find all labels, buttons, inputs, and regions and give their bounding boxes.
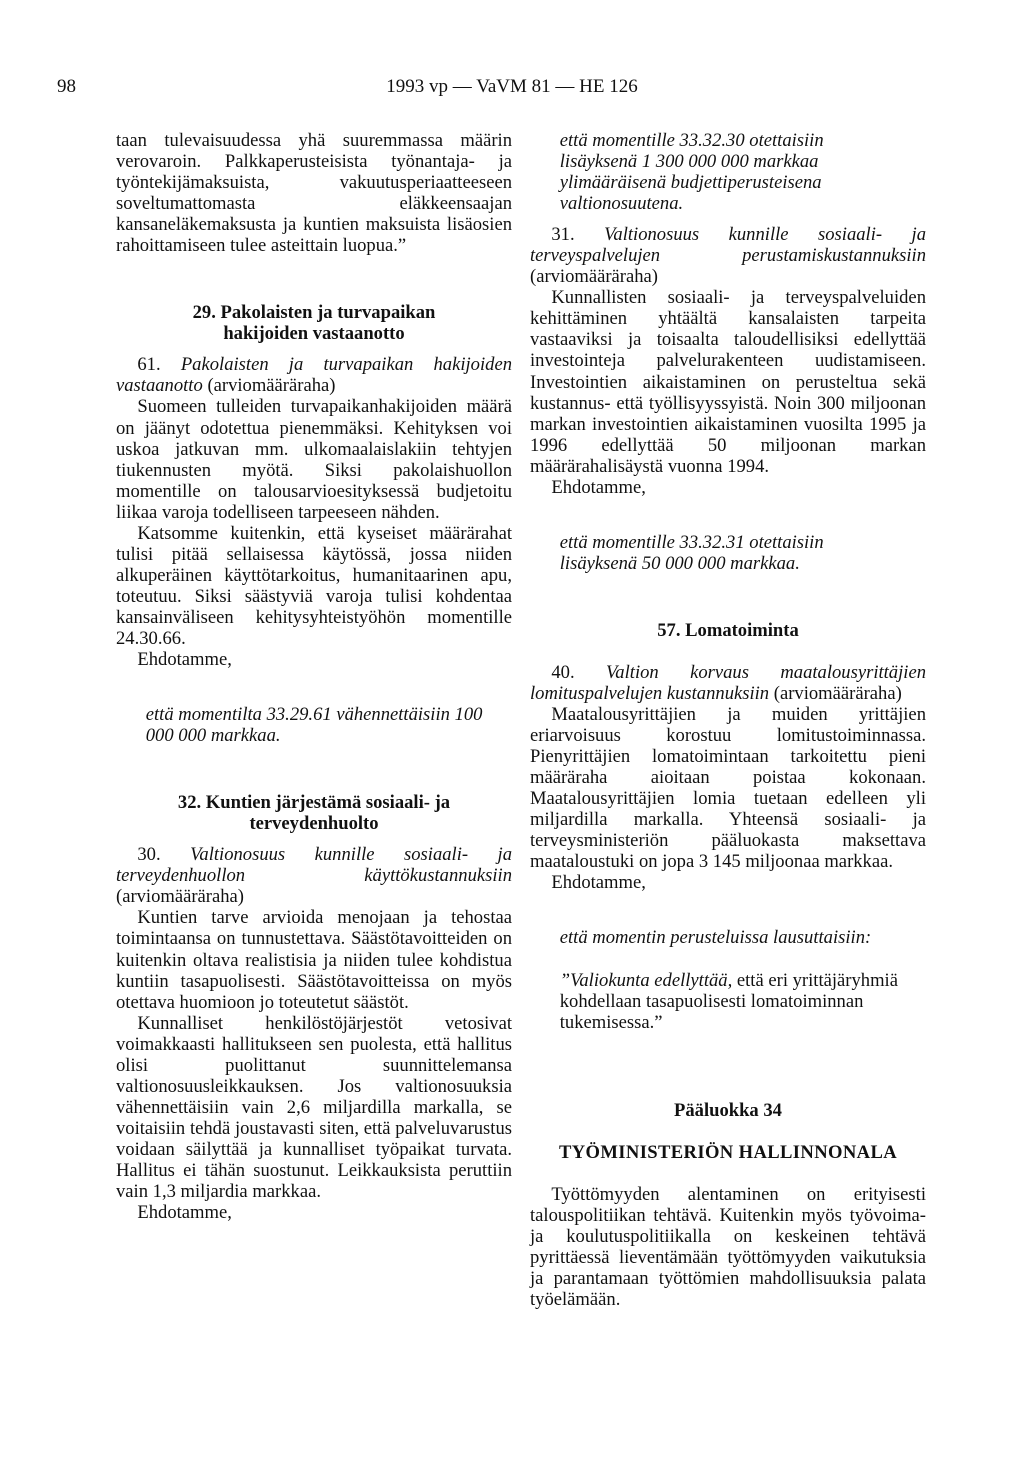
section-32-heading: 32. Kuntien järjestämä sosiaali- ja terveydenhuolto bbox=[177, 792, 451, 835]
item-40-type: (arviomääräraha) bbox=[773, 682, 902, 704]
item-61-paragraph-1: Suomeen tulleiden turvapaikanhakijoiden määrä on jäänyt odotettua pienemmäksi. Kehityksen voi uskoa jatkuvan mm. ulkomaalaislakiin tehtyjen tiukennusten myötä. Siksi pakolaishuollon momentille on talousarvioesityksessä budjetoitu liikaa varoja todelliseen tarpeeseen nähden. bbox=[116, 396, 512, 523]
section-57-heading: 57. Lomatoiminta bbox=[657, 619, 799, 641]
main-class-34-heading: Pääluokka 34 bbox=[674, 1099, 782, 1121]
item-61-proposal: että momentilta 33.29.61 vähennettäisiin 100 000 000 markkaa. bbox=[145, 704, 483, 747]
item-30-line bbox=[116, 844, 512, 907]
item-40-proposal: että momentin perusteluissa lausuttaisiin: bbox=[559, 927, 872, 949]
item-30-paragraph-1: Kuntien tarve arvioida menojaan ja tehostaa toimintaansa on tunnustettava. Säästötavoitteiden on kuitenkin oltava realistisia ja niiden tulee kohdistua kuntiin tasapuolisesti. Säästötavoitteissa on myös otettava huomioon jo toteutetut säästöt. bbox=[116, 907, 512, 1013]
item-30-proposal: että momentille 33.32.30 otettaisiin lisäyksenä 1 300 000 000 markkaa ylimääräisenä budjettiperusteisena valtionosuutena. bbox=[559, 130, 824, 215]
item-61-paragraph-2: Katsomme kuitenkin, että kyseiset määrärahat tulisi pitää sellaisessa käytössä, jossa niiden alkuperäinen käyttötarkoitus, humanitaarinen apu, toteutuu. Siksi säästyviä varoja tulisi kohdentaa kansainväliseen kehitysyhteistyöhön momentille 24.30.66. bbox=[116, 522, 512, 649]
item-40-quote-rest: että eri yrittäjäryhmiä kohdellaan tasapuolisesti lomatoiminnan tukemisessa.” bbox=[559, 969, 898, 1033]
item-61-ehdotamme: Ehdotamme, bbox=[137, 649, 232, 671]
item-40-ehdotamme: Ehdotamme, bbox=[551, 872, 646, 894]
item-31-proposal: että momentille 33.32.31 otettaisiin lisäyksenä 50 000 000 markkaa. bbox=[559, 531, 824, 574]
item-40-quote bbox=[530, 970, 926, 1033]
item-61-title: Pakolaisten ja turvapaikan hakijoiden vastaanotto bbox=[116, 354, 512, 397]
item-31-number: 31. bbox=[551, 224, 575, 246]
item-30-type: (arviomääräraha) bbox=[116, 886, 244, 908]
item-61-line bbox=[116, 354, 512, 396]
page-number: 98 bbox=[57, 76, 76, 97]
item-61-type: (arviomääräraha) bbox=[207, 375, 336, 397]
item-31-paragraph-1: Kunnallisten sosiaali- ja terveyspalveluiden kehittäminen yhtäältä kansalaisten tarpeita vastaaviksi ja toisaalta taloudellisiksi edellyttää investointeja palvelurakenteen uudistamiseen. Investointien aikaistaminen on perusteltua sekä kustannus- että työllisyyssyistä. Noin 300 miljoonan markan investointien aikaistaminen vuosilta 1995 ja 1996 edellyttää 50 miljoonan markan määrärahalisäystä vuonna 1994. bbox=[530, 287, 926, 477]
running-header: 1993 vp — VaVM 81 — HE 126 bbox=[386, 76, 638, 97]
item-30-number: 30. bbox=[137, 844, 161, 866]
item-31-type: (arviomääräraha) bbox=[530, 266, 658, 288]
continuation-paragraph: taan tulevaisuudessa yhä suuremmassa määrin verovaroin. Palkkaperusteisista työnantaja- ja työntekijämaksuista, vakuutusperiaatteeseen soveltumattomasta eläkkeensaajan kansaneläkemaksusta ja kuntien maksuista lisäosien rahoittamiseen tulee asteittain luopua.” bbox=[116, 130, 512, 257]
item-40-quote-italic: ”Valiokunta edellyttää, bbox=[559, 969, 733, 991]
item-30-paragraph-2: Kunnalliset henkilöstöjärjestöt vetosivat voimakkaasti hallitukseen sen puolesta, että hallitus olisi puolittanut suunnittelemansa valtionosuusleikkauksen. Jos valtionosuuksia vähennettäisiin vain 2,6 miljardilla markalla, se voitaisiin tehdä joustavasti siten, että palveluvarustus voidaan säilyttää ja kunnalliset työpaikat turvata. Hallitus ei tähän suostunut. Leikkauksista peruttiin vain 1,3 miljardia markkaa. bbox=[116, 1012, 512, 1203]
item-40-number: 40. bbox=[551, 661, 575, 683]
item-40-paragraph-1: Maatalousyrittäjien ja muiden yrittäjien eriarvoisuus korostuu lomitustoiminnassa. Pienyrittäjien lomatoimintaan tarkoitettu pieni määräraha aioitaan poistaa kokonaan. Maatalousyrittäjien lomia tuetaan edelleen yli miljardilla markalla. Yhteensä sosiaali- ja terveysministeriön pääluokasta maksettava maataloustuki on jopa 3 145 miljoonaa markkaa. bbox=[530, 704, 926, 873]
item-30-title: Valtionosuus kunnille sosiaali- ja terveydenhuollon käyttökustannuksiin bbox=[116, 844, 512, 887]
item-31-ehdotamme: Ehdotamme, bbox=[551, 476, 646, 498]
item-31-title: Valtionosuus kunnille sosiaali- ja terveyspalvelujen perustamiskustannuksiin bbox=[530, 224, 926, 267]
section-29-heading: 29. Pakolaisten ja turvapaikan hakijoiden vastaanotto bbox=[192, 302, 436, 345]
item-40-title: Valtion korvaus maatalousyrittäjien lomituspalvelujen kustannuksiin bbox=[530, 661, 926, 704]
main-class-34-paragraph: Työttömyyden alentaminen on erityisesti talouspolitiikan tehtävä. Kuitenkin myös työvoima- ja koulutuspolitiikalla on keskeinen tehtävä pyrittäessä lieventämään työttömyyden vaikutuksia ja parantamaan työttömien mahdollisuuksia palata työelämään. bbox=[530, 1183, 926, 1310]
item-61-number: 61. bbox=[137, 354, 161, 376]
item-31-line bbox=[530, 224, 926, 287]
left-column bbox=[116, 130, 512, 1223]
item-40-line bbox=[530, 662, 926, 704]
main-class-34-title: TYÖMINISTERIÖN HALLINNONALA bbox=[558, 1141, 898, 1163]
item-30-ehdotamme: Ehdotamme, bbox=[137, 1202, 232, 1224]
right-column bbox=[530, 130, 926, 1310]
